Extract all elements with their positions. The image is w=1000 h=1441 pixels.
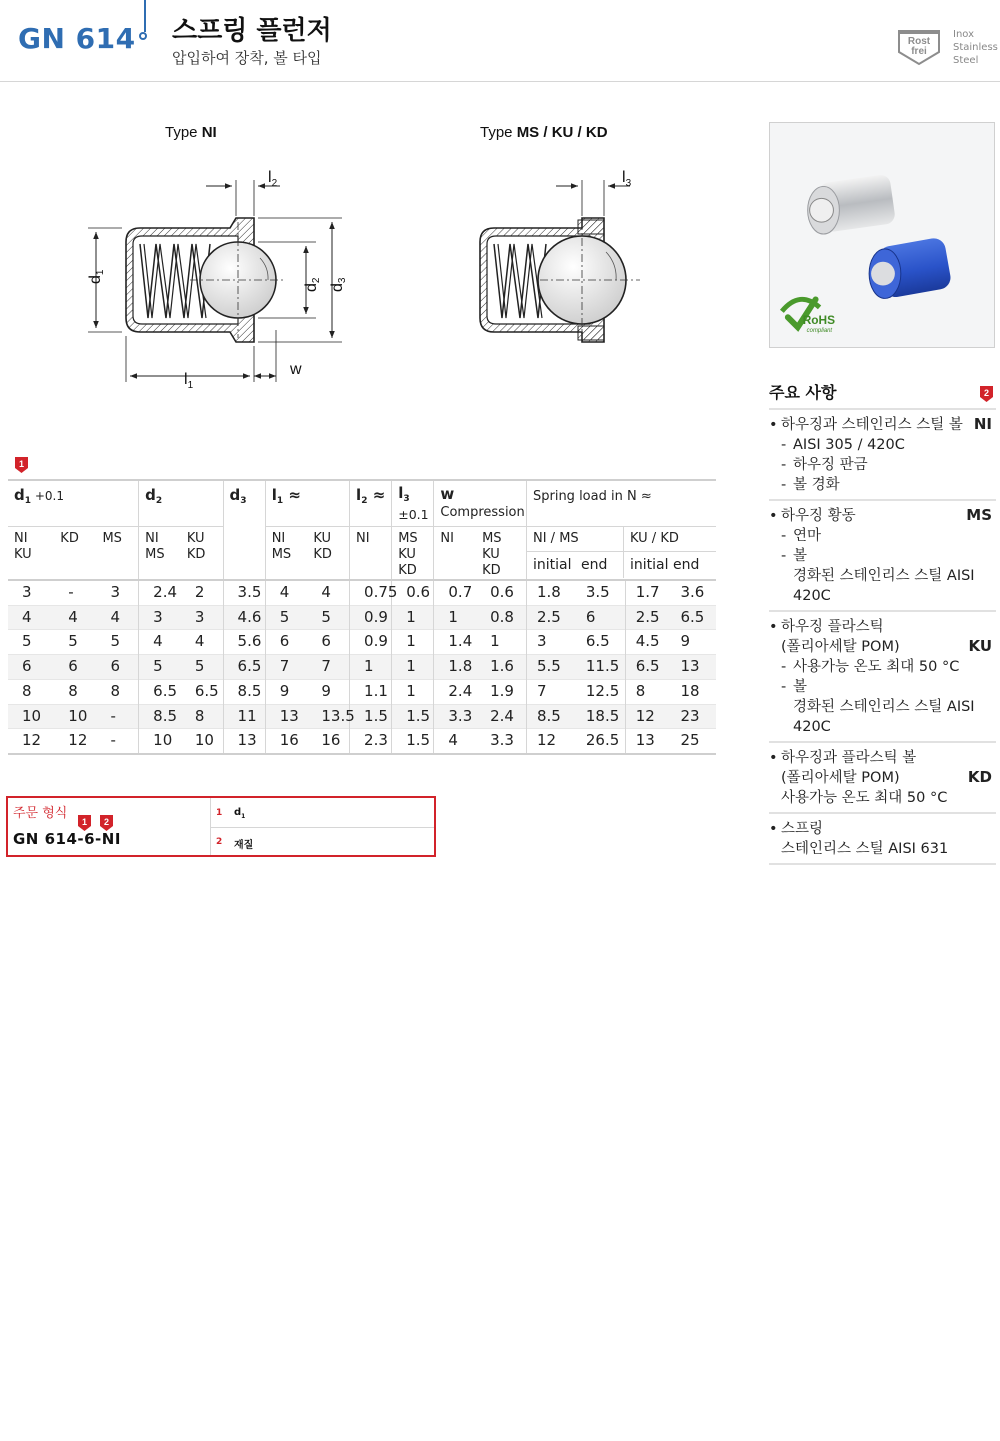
- table-cell: 16: [307, 729, 349, 754]
- features-end-rule: [769, 863, 996, 865]
- feature-line: • 하우징 플라스틱: [769, 617, 996, 637]
- table-row: [8, 704, 716, 729]
- table-cell: 0.8: [476, 605, 526, 630]
- sub-head-ni-ms-spring: NI / MS: [532, 531, 579, 546]
- product-code: GN 614: [18, 22, 136, 55]
- rostfrei-stamp-icon: [897, 28, 941, 66]
- page-subtitle: 압입하여 장착, 볼 타입: [172, 49, 322, 67]
- table-cell: 1: [476, 630, 526, 655]
- feature-line: 경화된 스테인리스 스틸 AISI: [793, 699, 975, 715]
- technical-drawing: [70, 160, 670, 400]
- sub-head-line: MS: [398, 531, 418, 546]
- badge-number: 2: [983, 388, 990, 398]
- feature-group: [769, 408, 996, 499]
- feature-line: • 하우징 황동: [769, 506, 996, 526]
- table-cell: 6: [54, 655, 96, 680]
- table-cell: 10: [54, 704, 96, 729]
- table-cell: 0.9: [350, 630, 392, 655]
- table-cell: 25: [671, 729, 717, 754]
- table-cell: 26.5: [576, 729, 625, 754]
- table-cell: 6: [307, 630, 349, 655]
- order-item-value: [234, 807, 245, 820]
- table-row: [8, 655, 716, 680]
- table-cell: 2: [181, 580, 223, 605]
- table-cell: 2.4: [139, 580, 181, 605]
- sub-head-w-ms-ku-kd: [476, 527, 526, 581]
- table-cell: 5: [96, 630, 138, 655]
- table-cell: 10: [181, 729, 223, 754]
- feature-code: MS: [966, 506, 992, 524]
- feature-line: - 볼: [769, 546, 996, 566]
- table-cell: 5.5: [526, 655, 575, 680]
- table-cell: 4.5: [625, 630, 670, 655]
- feature-line: - 하우징 판금: [769, 455, 996, 475]
- col-sym: d: [14, 486, 25, 504]
- sub-head-l2-ni: [350, 527, 392, 581]
- feature-line: - 볼 경화: [769, 475, 996, 495]
- sub-head-line: KD: [482, 563, 501, 578]
- col-sub: 2: [361, 496, 368, 506]
- type-ni-label: [165, 124, 217, 141]
- table-cell: 4: [307, 580, 349, 605]
- sub-head-line: KU: [14, 547, 32, 562]
- col-sym: l: [356, 486, 362, 504]
- type-prefix: Type: [480, 124, 517, 141]
- table-cell: 6.5: [181, 679, 223, 704]
- dim-symbol: l: [184, 371, 188, 388]
- col-head-w: [434, 480, 527, 527]
- feature-code: NI: [973, 415, 992, 433]
- table-cell: 1: [392, 605, 434, 630]
- badge-number: 1: [81, 817, 88, 827]
- feature-group: [769, 610, 996, 741]
- col-head-d2: [139, 480, 223, 527]
- rohs-text: RoHS: [802, 313, 836, 328]
- table-cell: 7: [526, 679, 575, 704]
- table-cell: 2.3: [350, 729, 392, 754]
- table-cell: 1.5: [392, 729, 434, 754]
- table-cell: 1: [392, 655, 434, 680]
- table-cell: 1.4: [434, 630, 476, 655]
- table-cell: 12: [625, 704, 670, 729]
- table-cell: 6: [265, 630, 307, 655]
- sub-head-line: KD: [60, 531, 79, 546]
- feature-line: 420C: [793, 588, 831, 604]
- reference-badge-1-icon: [15, 457, 28, 473]
- product-photo: [769, 122, 995, 348]
- header-divider-dot: [139, 32, 147, 40]
- dim-symbol: l: [268, 169, 272, 186]
- table-row: [8, 729, 716, 754]
- stainless-label: [953, 28, 998, 67]
- feature-line: 스테인리스 스틸 AISI 631: [781, 841, 949, 857]
- feature-line: 420C: [793, 719, 831, 735]
- feature-line: 경화된 스테인리스 스틸 AISI: [793, 568, 975, 584]
- order-item-sym: d: [234, 807, 242, 818]
- col-sub: 3: [240, 496, 247, 506]
- table-cell: 12: [526, 729, 575, 754]
- sub-head-kd: [54, 527, 96, 581]
- table-cell: 4: [8, 605, 54, 630]
- sub-head-line: NI: [356, 531, 370, 546]
- sub-head-line: KU: [482, 547, 500, 562]
- table-cell: 3.5: [223, 580, 265, 605]
- table-cell: 8.5: [526, 704, 575, 729]
- sub-head-line: MS: [145, 547, 165, 562]
- col-desc: Spring load in N ≈: [532, 489, 652, 504]
- col-sym: d: [229, 486, 241, 504]
- table-cell: 0.7: [434, 580, 476, 605]
- table-cell: -: [96, 729, 138, 754]
- order-example-code: GN 614-6-NI: [13, 830, 121, 848]
- table-cell: 1.9: [476, 679, 526, 704]
- sub-head-line: MS: [102, 531, 122, 546]
- table-cell: 5: [307, 605, 349, 630]
- table-cell: 4.6: [223, 605, 265, 630]
- col-tol: ±0.1: [398, 507, 429, 522]
- table-cell: 1: [434, 605, 476, 630]
- feature-line: • 하우징과 스테인리스 스틸 볼: [769, 415, 996, 435]
- dim-sub: 1: [95, 269, 106, 276]
- dim-sub: 3: [625, 178, 632, 189]
- dim-sub: 2: [311, 277, 322, 284]
- table-cell: 6: [576, 605, 625, 630]
- stamp-word-1: Rost: [907, 36, 931, 47]
- type-code: MS / KU / KD: [516, 124, 608, 141]
- sub-head-ni-ku: [8, 527, 54, 581]
- table-row: [8, 605, 716, 630]
- table-cell: 10: [139, 729, 181, 754]
- sub-head-l3-ms-ku-kd: [392, 527, 434, 581]
- dim-sub: 1: [187, 380, 194, 391]
- col-head-l2: [350, 480, 392, 527]
- sub-head-line: KU: [313, 531, 332, 546]
- table-cell: 3: [139, 605, 181, 630]
- col-head-l1: [265, 480, 349, 527]
- sub-head-end: end: [672, 557, 700, 573]
- feature-group: [769, 812, 996, 863]
- table-cell: 0.9: [350, 605, 392, 630]
- header-rule: [0, 81, 1000, 82]
- table-cell: 3.3: [476, 729, 526, 754]
- header-divider-line: [144, 0, 146, 32]
- dim-symbol: d: [329, 283, 346, 292]
- order-separator: [211, 827, 434, 828]
- col-head-d1: [8, 480, 139, 527]
- feature-line: (폴리아세탈 POM): [781, 770, 900, 786]
- stainless-label-line: Stainless: [953, 42, 998, 53]
- table-cell: 9: [307, 679, 349, 704]
- table-cell: 1: [392, 679, 434, 704]
- table-cell: 4: [434, 729, 476, 754]
- sub-head-end: end: [580, 557, 608, 573]
- table-cell: 12: [54, 729, 96, 754]
- sub-head-line: KU: [398, 547, 416, 562]
- table-cell: 5: [8, 630, 54, 655]
- table-cell: 4: [96, 605, 138, 630]
- table-cell: 7: [307, 655, 349, 680]
- col-sub: 1: [24, 496, 32, 506]
- table-cell: 13: [265, 704, 307, 729]
- sub-head-line: NI: [440, 531, 454, 546]
- sub-head-ms: [96, 527, 138, 581]
- feature-line: • 스프링: [769, 819, 996, 839]
- order-item-number: 2: [216, 837, 223, 847]
- col-sub: 1: [276, 496, 284, 506]
- table-row: [8, 679, 716, 704]
- col-approx: ≈: [367, 486, 386, 504]
- table-cell: 5: [139, 655, 181, 680]
- table-cell: 4: [54, 605, 96, 630]
- col-sym: w: [440, 485, 455, 503]
- table-cell: 13: [625, 729, 670, 754]
- table-cell: 18: [671, 679, 717, 704]
- sub-head-l1-ni-ms: [265, 527, 307, 581]
- feature-line: 사용가능 온도 최대 50 °C: [781, 790, 948, 806]
- table-cell: 6.5: [671, 605, 717, 630]
- col-head-spring-load: [526, 480, 716, 527]
- sub-head-ku-kd-spring: KU / KD: [623, 527, 711, 551]
- table-cell: 3: [8, 580, 54, 605]
- table-cell: 6.5: [139, 679, 181, 704]
- sub-head-line: NI: [145, 531, 159, 546]
- table-cell: 1.7: [625, 580, 670, 605]
- table-cell: 1.5: [350, 704, 392, 729]
- table-cell: 11.5: [576, 655, 625, 680]
- feature-code: KD: [967, 768, 992, 786]
- table-cell: 2.4: [434, 679, 476, 704]
- dim-symbol: l: [622, 169, 626, 186]
- feature-code: KU: [968, 637, 992, 655]
- sub-head-w-ni: [434, 527, 476, 581]
- sub-head-line: KD: [398, 563, 417, 578]
- table-cell: 4: [265, 580, 307, 605]
- table-cell: 13.5: [307, 704, 349, 729]
- sub-head-ni-ms: [139, 527, 181, 581]
- table-cell: 13: [671, 655, 717, 680]
- table-cell: 1.1: [350, 679, 392, 704]
- order-item-value: 재질: [234, 840, 254, 851]
- dim-symbol: d: [303, 283, 320, 292]
- sub-head-initial: initial: [532, 557, 572, 573]
- sub-head-line: KU: [186, 531, 205, 546]
- table-cell: 3.5: [576, 580, 625, 605]
- table-cell: 1: [350, 655, 392, 680]
- table-cell: 2.4: [476, 704, 526, 729]
- order-badge-2-icon: [100, 815, 113, 831]
- sub-head-ku-kd: [181, 527, 223, 581]
- col-sym: l: [398, 484, 404, 502]
- table-row: [8, 630, 716, 655]
- features-list: [769, 408, 996, 865]
- table-cell: 8: [54, 679, 96, 704]
- table-cell: 23: [671, 704, 717, 729]
- feature-line: - 사용가능 온도 최대 50 °C: [769, 657, 996, 677]
- col-head-l3: [392, 480, 434, 527]
- table-cell: 6.5: [223, 655, 265, 680]
- table-cell: 12: [8, 729, 54, 754]
- table-cell: 8.5: [223, 679, 265, 704]
- col-tol: +0.1: [31, 489, 64, 503]
- rohs-compliant-text: compliant: [806, 328, 833, 335]
- order-item-sub: 1: [241, 813, 246, 820]
- dim-w-label: w: [290, 361, 302, 378]
- reference-badge-2-icon: [980, 386, 993, 402]
- col-head-d3: [223, 480, 265, 580]
- table-cell: 1.8: [526, 580, 575, 605]
- sub-head-line: MS: [482, 531, 502, 546]
- drawing-type-ni: [87, 169, 348, 391]
- col-sub: 2: [155, 496, 163, 506]
- dim-l1-label: [184, 371, 194, 391]
- spec-table-body: [8, 580, 716, 754]
- sub-head-l1-ku-kd: [307, 527, 349, 581]
- dim-sub: 3: [337, 277, 348, 284]
- table-cell: 8.5: [139, 704, 181, 729]
- feature-group: [769, 741, 996, 812]
- table-cell: 18.5: [576, 704, 625, 729]
- table-cell: 5: [181, 655, 223, 680]
- feature-line: - 볼: [769, 677, 996, 697]
- stamp-word-2: frei: [911, 46, 927, 57]
- table-cell: -: [54, 580, 96, 605]
- table-cell: 3: [96, 580, 138, 605]
- type-prefix: Type: [165, 124, 202, 141]
- feature-line: (폴리아세탈 POM): [781, 639, 900, 655]
- table-cell: 3.6: [671, 580, 717, 605]
- spec-table: [8, 479, 716, 755]
- table-cell: 7: [265, 655, 307, 680]
- type-ms-label: [480, 124, 608, 141]
- table-cell: 5.6: [223, 630, 265, 655]
- table-row: [8, 580, 716, 605]
- col-desc: Compression: [440, 505, 525, 520]
- order-example-label: 주문 형식: [13, 806, 68, 821]
- table-cell: 8: [96, 679, 138, 704]
- table-cell: 13: [223, 729, 265, 754]
- table-cell: 1.6: [476, 655, 526, 680]
- sub-head-line: KD: [313, 547, 332, 562]
- feature-line: • 하우징과 플라스틱 볼: [769, 748, 996, 768]
- table-cell: 6: [8, 655, 54, 680]
- table-cell: 8: [181, 704, 223, 729]
- col-sym: l: [271, 486, 277, 504]
- stainless-label-line: Inox: [953, 29, 975, 40]
- sub-head-spring: [526, 527, 716, 581]
- drawing-type-ms-ku-kd: [480, 169, 640, 342]
- table-cell: 6.5: [576, 630, 625, 655]
- table-cell: 16: [265, 729, 307, 754]
- table-cell: 6: [96, 655, 138, 680]
- feature-line: - 연마: [769, 526, 996, 546]
- col-approx: ≈: [283, 486, 301, 504]
- sub-head-initial: initial: [623, 552, 667, 578]
- features-title: 주요 사항: [769, 383, 837, 402]
- sub-head-line: NI: [14, 531, 28, 546]
- stainless-label-line: Steel: [953, 55, 979, 66]
- sub-head-line: NI: [271, 531, 286, 546]
- type-code: NI: [201, 124, 217, 141]
- table-cell: -: [96, 704, 138, 729]
- badge-number: 2: [103, 817, 110, 827]
- table-cell: 1.5: [392, 704, 434, 729]
- feature-group: [769, 499, 996, 610]
- feature-line: - AISI 305 / 420C: [769, 435, 996, 455]
- page-title: 스프링 플런저: [172, 16, 332, 46]
- table-cell: 0.75: [350, 580, 392, 605]
- table-cell: 0.6: [392, 580, 434, 605]
- order-badge-1-icon: [78, 815, 91, 831]
- table-cell: 4: [139, 630, 181, 655]
- table-cell: 1: [392, 630, 434, 655]
- table-cell: 8: [8, 679, 54, 704]
- table-cell: 12.5: [576, 679, 625, 704]
- table-cell: 3: [526, 630, 575, 655]
- badge-number: 1: [18, 459, 25, 469]
- sub-head-line: KD: [186, 547, 206, 562]
- dim-sub: 2: [271, 178, 278, 189]
- dim-d1-label: [87, 269, 106, 284]
- table-cell: 9: [265, 679, 307, 704]
- table-cell: 1.8: [434, 655, 476, 680]
- dim-symbol: d: [87, 275, 104, 284]
- col-sym: d: [145, 486, 156, 504]
- table-cell: 10: [8, 704, 54, 729]
- table-cell: 2.5: [526, 605, 575, 630]
- table-cell: 5: [54, 630, 96, 655]
- table-cell: 4: [181, 630, 223, 655]
- table-cell: 3: [181, 605, 223, 630]
- table-cell: 11: [223, 704, 265, 729]
- table-cell: 2.5: [625, 605, 670, 630]
- table-cell: 6.5: [625, 655, 670, 680]
- table-cell: 3.3: [434, 704, 476, 729]
- order-item-number: 1: [216, 808, 223, 818]
- table-cell: 0.6: [476, 580, 526, 605]
- table-cell: 8: [625, 679, 670, 704]
- col-sub: 3: [403, 494, 410, 504]
- table-cell: 9: [671, 630, 717, 655]
- table-cell: 5: [265, 605, 307, 630]
- sub-head-line: MS: [271, 547, 292, 562]
